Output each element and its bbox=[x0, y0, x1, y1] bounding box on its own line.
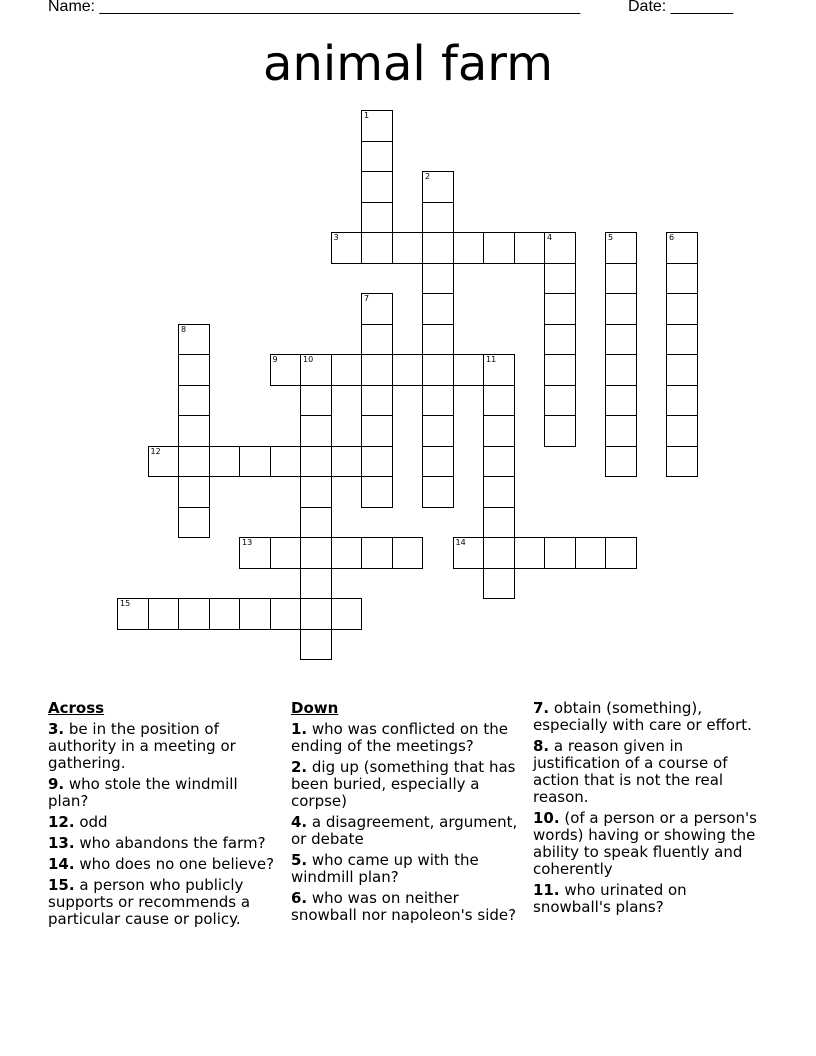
clue-item-text: who was on neither snowball nor napoleon's side? bbox=[291, 889, 517, 924]
crossword-cell[interactable] bbox=[544, 354, 576, 386]
clue-number: 2 bbox=[425, 172, 431, 181]
clue-number: 4 bbox=[547, 233, 553, 242]
crossword-cell[interactable] bbox=[331, 598, 363, 630]
crossword-cell[interactable] bbox=[178, 415, 210, 447]
crossword-cell[interactable] bbox=[209, 598, 241, 630]
crossword-cell[interactable] bbox=[270, 537, 302, 569]
crossword-cell[interactable] bbox=[239, 598, 271, 630]
crossword-cell[interactable] bbox=[453, 537, 485, 569]
crossword-cell[interactable] bbox=[483, 232, 515, 264]
crossword-cell[interactable] bbox=[605, 263, 637, 295]
clue-item-number: 5. bbox=[291, 851, 308, 869]
crossword-cell[interactable] bbox=[178, 598, 210, 630]
clue-number: 7 bbox=[364, 294, 370, 303]
crossword-cell[interactable] bbox=[453, 232, 485, 264]
clue-item-text: who came up with the windmill plan? bbox=[291, 851, 479, 886]
across-clues bbox=[48, 700, 280, 932]
crossword-cell[interactable] bbox=[453, 354, 485, 386]
puzzle-title: animal farm bbox=[263, 36, 553, 92]
crossword-cell[interactable] bbox=[422, 171, 454, 203]
clue-number: 9 bbox=[272, 355, 278, 364]
crossword-cell[interactable] bbox=[392, 537, 424, 569]
crossword-cell[interactable] bbox=[483, 446, 515, 478]
clue-item-number: 7. bbox=[533, 699, 550, 717]
crossword-cell[interactable] bbox=[300, 598, 332, 630]
clue-item bbox=[48, 856, 280, 873]
crossword-cell[interactable] bbox=[361, 354, 393, 386]
crossword-cell[interactable] bbox=[361, 202, 393, 234]
crossword-cell[interactable] bbox=[270, 446, 302, 478]
crossword-cell[interactable] bbox=[605, 537, 637, 569]
crossword-cell[interactable] bbox=[300, 385, 332, 417]
crossword-cell[interactable] bbox=[666, 385, 698, 417]
crossword-cell[interactable] bbox=[300, 354, 332, 386]
crossword-cell[interactable] bbox=[422, 354, 454, 386]
crossword-cell[interactable] bbox=[361, 446, 393, 478]
clue-number: 15 bbox=[120, 599, 131, 608]
crossword-cell[interactable] bbox=[605, 385, 637, 417]
clue-item-text: dig up (something that has been buried, especially a corpse) bbox=[291, 758, 516, 810]
clue-item-number: 8. bbox=[533, 737, 550, 755]
clue-item bbox=[48, 776, 280, 810]
crossword-cell[interactable] bbox=[361, 324, 393, 356]
clue-item bbox=[533, 882, 765, 916]
crossword-cell[interactable] bbox=[361, 537, 393, 569]
clue-item-number: 11. bbox=[533, 881, 560, 899]
crossword-cell[interactable] bbox=[605, 324, 637, 356]
crossword-cell[interactable] bbox=[605, 232, 637, 264]
crossword-cell[interactable] bbox=[148, 598, 180, 630]
clue-item-text: obtain (something), especially with care or effort. bbox=[533, 699, 752, 734]
clue-number: 13 bbox=[242, 538, 253, 547]
clue-number: 6 bbox=[669, 233, 675, 242]
crossword-cell[interactable] bbox=[483, 476, 515, 508]
clue-item bbox=[533, 738, 765, 806]
crossword-cell[interactable] bbox=[300, 476, 332, 508]
crossword-cell[interactable] bbox=[331, 537, 363, 569]
crossword-cell[interactable] bbox=[544, 293, 576, 325]
crossword-cell[interactable] bbox=[331, 354, 363, 386]
clue-number: 12 bbox=[150, 446, 161, 456]
crossword-cell[interactable] bbox=[178, 385, 210, 417]
clue-item-number: 10. bbox=[533, 809, 560, 827]
crossword-cell[interactable] bbox=[178, 476, 210, 508]
crossword-cell[interactable] bbox=[605, 293, 637, 325]
crossword-cell[interactable] bbox=[544, 232, 576, 264]
down-clues bbox=[291, 700, 523, 928]
crossword-cell[interactable] bbox=[178, 446, 210, 478]
crossword-cell[interactable] bbox=[361, 171, 393, 203]
crossword-cell[interactable] bbox=[300, 415, 332, 447]
clue-item bbox=[291, 852, 523, 886]
crossword-cell[interactable] bbox=[422, 202, 454, 234]
clue-number: 10 bbox=[303, 355, 314, 364]
crossword-cell[interactable] bbox=[361, 293, 393, 325]
crossword-cell[interactable] bbox=[392, 354, 424, 386]
date-field[interactable]: Date: _______ bbox=[628, 0, 733, 15]
crossword-cell[interactable] bbox=[422, 385, 454, 417]
crossword-cell[interactable] bbox=[605, 415, 637, 447]
crossword-cell[interactable] bbox=[666, 446, 698, 478]
clue-item bbox=[291, 890, 523, 924]
across-heading: Across bbox=[48, 699, 105, 717]
crossword-cell[interactable] bbox=[361, 476, 393, 508]
clue-item-number: 4. bbox=[291, 813, 308, 831]
crossword-cell[interactable] bbox=[178, 324, 210, 356]
clue-item-number: 6. bbox=[291, 889, 308, 907]
crossword-cell[interactable] bbox=[361, 110, 393, 142]
clue-item-text: (of a person or a person's words) having or showing the ability to speak fluently and coherently bbox=[533, 809, 757, 878]
crossword-cell[interactable] bbox=[422, 293, 454, 325]
clue-item bbox=[533, 700, 765, 734]
clue-item-text: be in the position of authority in a meeting or gathering. bbox=[48, 720, 236, 772]
clue-item-text: who was conflicted on the ending of the meetings? bbox=[291, 720, 508, 755]
crossword-cell[interactable] bbox=[422, 263, 454, 295]
crossword-cell[interactable] bbox=[331, 446, 363, 478]
clue-item bbox=[291, 721, 523, 755]
clue-number: 11 bbox=[486, 355, 497, 364]
crossword-cell[interactable] bbox=[361, 232, 393, 264]
clue-item-text: a disagreement, argument, or debate bbox=[291, 813, 518, 848]
clue-item bbox=[291, 814, 523, 848]
clue-number: 1 bbox=[364, 111, 370, 120]
crossword-cell[interactable] bbox=[117, 598, 149, 630]
clue-number: 5 bbox=[608, 233, 614, 242]
crossword-cell[interactable] bbox=[148, 446, 180, 478]
crossword-cell[interactable] bbox=[544, 385, 576, 417]
crossword-cell[interactable] bbox=[666, 232, 698, 264]
crossword-cell[interactable] bbox=[483, 385, 515, 417]
crossword-cell[interactable] bbox=[331, 232, 363, 264]
crossword-cell[interactable] bbox=[422, 324, 454, 356]
clue-item-number: 15. bbox=[48, 876, 75, 894]
crossword-cell[interactable] bbox=[544, 537, 576, 569]
crossword-cell[interactable] bbox=[483, 354, 515, 386]
clue-number: 3 bbox=[333, 233, 339, 242]
clue-item-number: 1. bbox=[291, 720, 308, 738]
clue-item-number: 3. bbox=[48, 720, 65, 738]
clue-item-text: who does no one believe? bbox=[74, 855, 275, 873]
crossword-cell[interactable] bbox=[422, 446, 454, 478]
crossword-cell[interactable] bbox=[239, 446, 271, 478]
crossword-cell[interactable] bbox=[300, 629, 332, 661]
crossword-cell[interactable] bbox=[300, 537, 332, 569]
crossword-cell[interactable] bbox=[392, 232, 424, 264]
crossword-cell[interactable] bbox=[300, 507, 332, 539]
crossword-cell[interactable] bbox=[178, 354, 210, 386]
crossword-cell[interactable] bbox=[361, 141, 393, 173]
clue-item bbox=[291, 759, 523, 810]
clue-item-text: who stole the windmill plan? bbox=[48, 775, 238, 810]
clue-number: 14 bbox=[455, 538, 466, 547]
crossword-cell[interactable] bbox=[300, 568, 332, 600]
crossword-cell[interactable] bbox=[422, 415, 454, 447]
crossword-cell[interactable] bbox=[544, 263, 576, 295]
clue-number: 8 bbox=[181, 324, 187, 334]
clue-item-number: 14. bbox=[48, 855, 75, 873]
crossword-cell[interactable] bbox=[575, 537, 607, 569]
crossword-cell[interactable] bbox=[666, 263, 698, 295]
crossword-cell[interactable] bbox=[270, 598, 302, 630]
clue-item bbox=[48, 814, 280, 831]
clue-item-text: odd bbox=[74, 813, 108, 831]
crossword-cell[interactable] bbox=[666, 293, 698, 325]
clue-item bbox=[48, 721, 280, 772]
down-heading: Down bbox=[291, 699, 339, 717]
crossword-cell[interactable] bbox=[605, 354, 637, 386]
clue-item bbox=[48, 835, 280, 852]
crossword-cell[interactable] bbox=[178, 507, 210, 539]
clue-item-number: 2. bbox=[291, 758, 308, 776]
crossword-cell[interactable] bbox=[544, 324, 576, 356]
clue-item-number: 9. bbox=[48, 775, 65, 793]
crossword-cell[interactable] bbox=[209, 446, 241, 478]
crossword-cell[interactable] bbox=[239, 537, 271, 569]
crossword-cell[interactable] bbox=[514, 537, 546, 569]
clue-item-text: who abandons the farm? bbox=[74, 834, 266, 852]
clue-item-number: 13. bbox=[48, 834, 75, 852]
crossword-cell[interactable] bbox=[361, 415, 393, 447]
clue-item-number: 12. bbox=[48, 813, 75, 831]
crossword-cell[interactable] bbox=[666, 354, 698, 386]
crossword-cell[interactable] bbox=[514, 232, 546, 264]
clue-item-text: a reason given in justification of a course of action that is not the real reason. bbox=[533, 737, 728, 806]
crossword-cell[interactable] bbox=[544, 415, 576, 447]
crossword-cell[interactable] bbox=[422, 232, 454, 264]
crossword-cell[interactable] bbox=[422, 476, 454, 508]
crossword-cell[interactable] bbox=[483, 568, 515, 600]
clue-item-text: a person who publicly supports or recommends a particular cause or policy. bbox=[48, 876, 251, 928]
crossword-cell[interactable] bbox=[270, 354, 302, 386]
crossword-cell[interactable] bbox=[361, 385, 393, 417]
crossword-cell[interactable] bbox=[605, 446, 637, 478]
name-field[interactable]: Name: ______________________________________________________ bbox=[48, 0, 581, 15]
crossword-cell[interactable] bbox=[483, 415, 515, 447]
crossword-cell[interactable] bbox=[483, 537, 515, 569]
down-clues-continued bbox=[533, 700, 765, 920]
clue-item bbox=[48, 877, 280, 928]
crossword-cell[interactable] bbox=[300, 446, 332, 478]
clue-item-text: who urinated on snowball's plans? bbox=[533, 881, 687, 916]
clue-item bbox=[533, 810, 765, 878]
crossword-cell[interactable] bbox=[666, 324, 698, 356]
crossword-cell[interactable] bbox=[483, 507, 515, 539]
crossword-cell[interactable] bbox=[666, 415, 698, 447]
